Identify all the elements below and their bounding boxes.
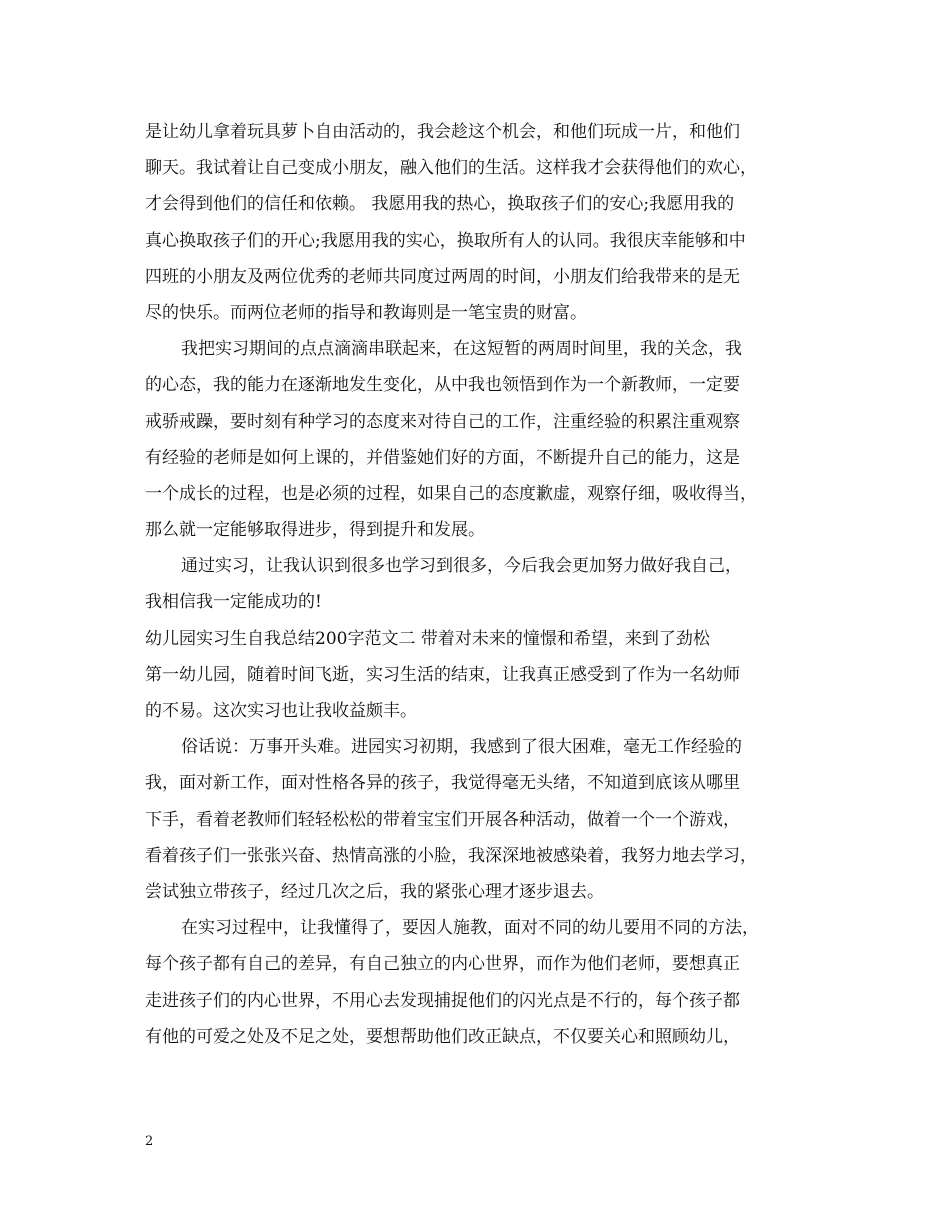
text-line: 走进孩子们的内心世界，不用心去发现捕捉他们的闪光点是不行的，每个孩子都	[145, 990, 740, 1011]
text-line: 的不易。这次实习也让我收益颇丰。	[145, 701, 417, 721]
text-line: 尝试独立带孩子，经过几次之后，我的紧张心理才逐步退去。	[145, 881, 604, 902]
page-number: 2	[145, 1134, 154, 1149]
text-line: 真心换取孩子们的开心;我愿用我的实心，换取所有人的认同。我很庆幸能够和中	[145, 230, 746, 251]
text-line: 四班的小朋友及两位优秀的老师共同度过两周的时间，小朋友们给我带来的是无	[145, 266, 740, 287]
text-line: 幼儿园实习生自我总结200字范文二 带着对未来的憧憬和希望，来到了劲松	[145, 628, 710, 649]
text-line: 第一幼儿园，随着时间飞逝，实习生活的结束，让我真正感受到了作为一名幼师	[145, 664, 740, 685]
text-line: 是让幼儿拿着玩具萝卜自由活动的，我会趁这个机会，和他们玩成一片，和他们	[145, 122, 740, 142]
text-line: 一个成长的过程，也是必须的过程，如果自己的态度歉虚，观察仔细，吸收得当，	[145, 483, 757, 504]
text-line: 那么就一定能够取得进步，得到提升和发展。	[145, 520, 485, 541]
text-line: 下手，看着老教师们轻轻松松的带着宝宝们开展各种活动，做着一个一个游戏，	[145, 809, 740, 830]
text-line: 我，面对新工作，面对性格各异的孩子，我觉得毫无头绪，不知道到底该从哪里	[145, 773, 740, 794]
text-line: 聊天。我试着让自己变成小朋友，融入他们的生活。这样我才会获得他们的欢心，	[145, 158, 757, 179]
text-line: 有经验的老师是如何上课的，并借鉴她们好的方面，不断提升自己的能力，这是	[145, 447, 740, 468]
text-line: 有他的可爱之处及不足之处，要想帮助他们改正缺点，不仅要关心和照顾幼儿，	[145, 1026, 740, 1047]
text-line: 我把实习期间的点点滴滴串联起来，在这短暂的两周时间里，我的关念，我	[181, 339, 742, 360]
text-line: 尽的快乐。而两位老师的指导和教诲则是一笔宝贵的财富。	[145, 302, 587, 323]
text-line: 每个孩子都有自己的差异，有自己独立的内心世界，而作为他们老师，要想真正	[145, 954, 740, 975]
text-line: 的心态，我的能力在逐渐地发生变化，从中我也领悟到作为一个新教师，一定要	[145, 375, 740, 396]
text-line: 才会得到他们的信任和依赖。 我愿用我的热心，换取孩子们的安心;我愿用我的	[145, 194, 735, 215]
text-line: 我相信我一定能成功的!	[145, 592, 322, 613]
document-body	[145, 114, 810, 1055]
text-line: 俗话说：万事开头难。进园实习初期，我感到了很大困难，毫无工作经验的	[181, 737, 742, 758]
text-line: 通过实习，让我认识到很多也学习到很多，今后我会更加努力做好我自己，	[181, 556, 742, 577]
text-line: 戒骄戒躁，要时刻有种学习的态度来对待自己的工作，注重经验的积累注重观察	[145, 411, 740, 432]
text-line: 在实习过程中，让我懂得了，要因人施教，面对不同的幼儿要用不同的方法，	[181, 918, 759, 939]
text-line: 看着孩子们一张张兴奋、热情高涨的小脸，我深深地被感染着，我努力地去学习，	[145, 845, 757, 866]
